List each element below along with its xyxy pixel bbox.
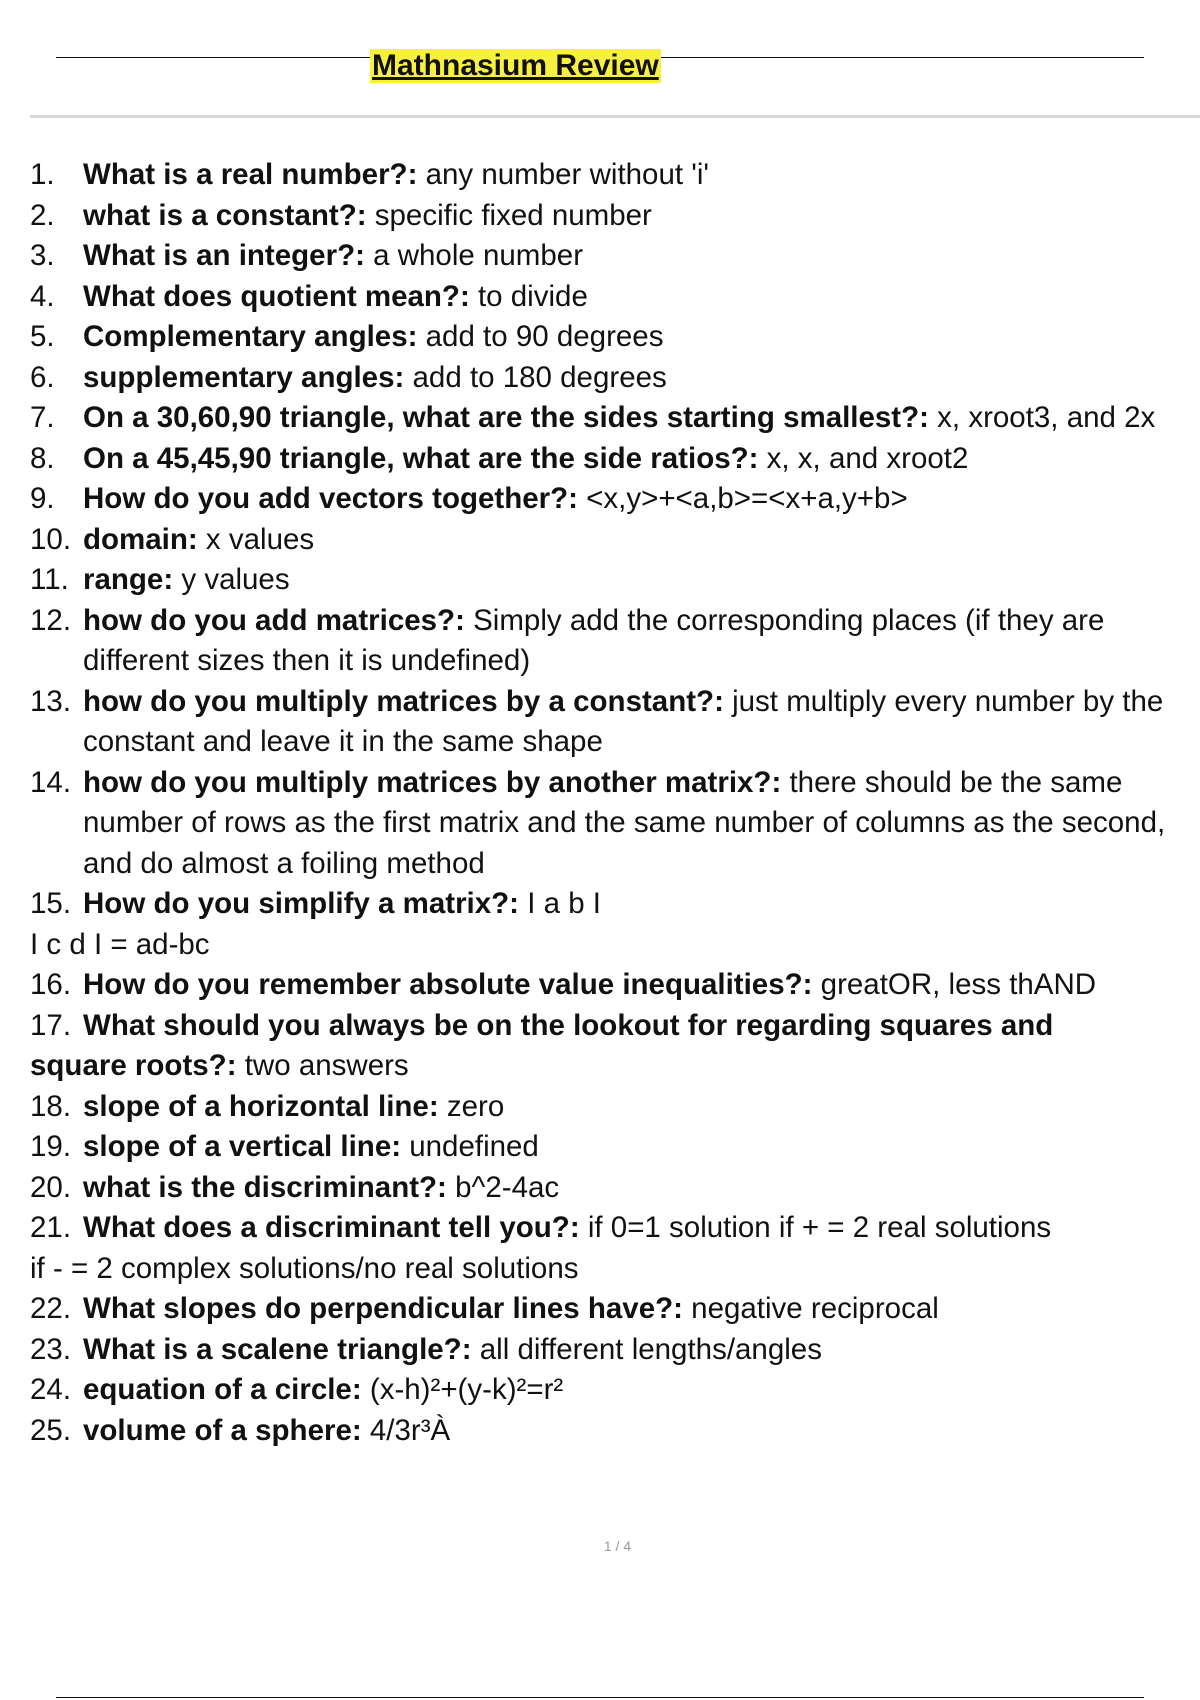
item-body — [83, 884, 1200, 925]
item-answer: x, xroot3, and 2x — [928, 401, 1156, 434]
item-answer: undefined — [401, 1130, 539, 1163]
item-body — [83, 1168, 1200, 1209]
item-body — [83, 965, 1200, 1006]
list-item — [30, 601, 1200, 682]
list-item — [30, 155, 1200, 196]
item-number: 7. — [30, 401, 55, 434]
item-term: How do you remember absolute value inequalities?: — [83, 968, 813, 1001]
item-answer: just multiply every number by the constant and leave it in the same shape — [83, 684, 1164, 758]
item-number: 13. — [30, 684, 72, 718]
item-number: 20. — [30, 1170, 72, 1204]
item-number: 12. — [30, 603, 72, 637]
item-number: 8. — [30, 441, 55, 475]
item-number: 16. — [30, 968, 72, 1001]
item-answer: a whole number — [364, 239, 584, 272]
item-number: 6. — [30, 360, 55, 394]
item-number: 18. — [30, 1089, 72, 1123]
list-item — [30, 682, 1200, 763]
item-term: domain: — [83, 522, 198, 556]
item-number: 25. — [30, 1413, 72, 1447]
item-number: 9. — [30, 482, 55, 515]
item-body — [83, 682, 1200, 763]
item-body — [83, 358, 1200, 399]
item-body — [83, 520, 1200, 561]
item-term: what is a constant?: — [83, 198, 367, 232]
item-answer: negative reciprocal — [682, 1292, 939, 1325]
item-term: What should you always be on the lookout for regarding squares and — [83, 1008, 1054, 1042]
item-term: how do you multiply matrices by another matrix?: — [83, 765, 782, 799]
item-continuation-text: if - = 2 complex solutions/no real solutions — [30, 1251, 579, 1285]
list-item — [30, 1087, 1200, 1128]
list-item — [30, 479, 1200, 520]
item-term: slope of a vertical line: — [83, 1130, 402, 1163]
item-answer: x values — [197, 522, 315, 556]
document-title: Mathnasium Review — [372, 49, 659, 82]
item-answer: I a b I — [519, 887, 602, 920]
item-body — [83, 601, 1200, 682]
item-number: 23. — [30, 1332, 72, 1366]
item-continuation-text: I c d I = ad-bc — [30, 927, 210, 961]
item-number: 3. — [30, 239, 55, 272]
list-item — [30, 1127, 1200, 1168]
item-continuation — [30, 925, 1200, 966]
item-continuation-text: two answers — [236, 1049, 409, 1082]
item-continuation — [30, 1046, 1200, 1087]
list-item — [30, 317, 1200, 358]
item-number: 2. — [30, 198, 55, 232]
item-answer: add to 90 degrees — [417, 320, 664, 353]
list-item — [30, 763, 1200, 885]
item-number: 1. — [30, 158, 55, 191]
item-term: On a 45,45,90 triangle, what are the side ratios?: — [83, 441, 759, 475]
item-answer: if 0=1 solution if + = 2 real solutions — [579, 1211, 1052, 1244]
item-term: how do you add matrices?: — [83, 603, 465, 637]
item-answer: to divide — [469, 279, 588, 313]
item-term: How do you simplify a matrix?: — [83, 887, 520, 920]
item-term: On a 30,60,90 triangle, what are the sides starting smallest?: — [83, 401, 929, 434]
item-continuation — [30, 1249, 1200, 1290]
review-list — [30, 155, 1200, 1451]
list-item — [30, 196, 1200, 237]
item-answer: (x-h)²+(y-k)²=r² — [361, 1373, 564, 1406]
item-term: range: — [83, 563, 174, 596]
bottom-rule — [56, 1697, 1144, 1698]
item-term: What does quotient mean?: — [83, 279, 470, 313]
item-answer: all different lengths/angles — [471, 1332, 822, 1366]
item-body — [83, 1289, 1200, 1330]
item-number: 17. — [30, 1008, 72, 1042]
item-answer: there should be the same number of rows as the first matrix and the same number of columns as the second, and do almost a foiling method — [83, 765, 1166, 880]
item-body — [83, 1330, 1200, 1371]
list-item — [30, 439, 1200, 480]
item-body — [83, 155, 1200, 196]
item-body — [83, 479, 1200, 520]
item-term: equation of a circle: — [83, 1373, 362, 1406]
list-item — [30, 236, 1200, 277]
list-item — [30, 1370, 1200, 1411]
item-answer: zero — [438, 1089, 505, 1123]
item-number: 22. — [30, 1292, 72, 1325]
list-item — [30, 1168, 1200, 1209]
item-term: How do you add vectors together?: — [83, 482, 578, 515]
item-number: 14. — [30, 765, 72, 799]
item-number: 21. — [30, 1211, 72, 1244]
item-body — [83, 1370, 1200, 1411]
item-answer: add to 180 degrees — [404, 360, 667, 394]
item-body — [83, 317, 1200, 358]
list-item — [30, 965, 1200, 1006]
item-number: 10. — [30, 522, 72, 556]
list-item — [30, 1208, 1200, 1249]
item-term: slope of a horizontal line: — [83, 1089, 439, 1123]
item-answer: y values — [173, 563, 290, 596]
page-indicator: 1 / 4 — [603, 1538, 632, 1554]
list-item — [30, 277, 1200, 318]
item-answer: <x,y>+<a,b>=<x+a,y+b> — [577, 482, 908, 515]
item-answer: x, x, and xroot2 — [758, 441, 969, 475]
item-body — [83, 398, 1200, 439]
list-item — [30, 560, 1200, 601]
item-body — [83, 1006, 1200, 1047]
list-item — [30, 884, 1200, 925]
item-body — [83, 560, 1200, 601]
item-term: how do you multiply matrices by a constant?: — [83, 684, 724, 718]
list-item — [30, 520, 1200, 561]
item-term: supplementary angles: — [83, 360, 405, 394]
item-term: What slopes do perpendicular lines have?: — [83, 1292, 683, 1325]
list-item — [30, 1289, 1200, 1330]
list-item — [30, 398, 1200, 439]
item-term: Complementary angles: — [83, 320, 418, 353]
item-body — [83, 439, 1200, 480]
item-continuation-term: square roots?: — [30, 1049, 237, 1082]
item-number: 4. — [30, 279, 55, 313]
item-term: What is an integer?: — [83, 239, 365, 272]
title-divider — [30, 115, 1200, 118]
item-body — [83, 1208, 1200, 1249]
item-number: 24. — [30, 1373, 72, 1406]
item-answer: specific fixed number — [366, 198, 652, 232]
item-answer: b^2-4ac — [446, 1170, 560, 1204]
item-number: 5. — [30, 320, 55, 353]
item-body — [83, 196, 1200, 237]
item-term: what is the discriminant?: — [83, 1170, 447, 1204]
item-number: 11. — [30, 563, 69, 596]
item-term: volume of a sphere: — [83, 1413, 362, 1447]
item-body — [83, 1127, 1200, 1168]
item-body — [83, 277, 1200, 318]
list-item — [30, 358, 1200, 399]
item-term: What does a discriminant tell you?: — [83, 1211, 580, 1244]
item-answer: 4/3r³À — [361, 1413, 451, 1447]
item-number: 19. — [30, 1130, 72, 1163]
list-item — [30, 1006, 1200, 1047]
item-answer: any number without 'i' — [417, 158, 710, 191]
item-body — [83, 763, 1200, 885]
item-term: What is a scalene triangle?: — [83, 1332, 472, 1366]
item-number: 15. — [30, 887, 72, 920]
item-term: What is a real number?: — [83, 158, 418, 191]
list-item — [30, 1411, 1200, 1452]
item-answer: Simply add the corresponding places (if they are different sizes then it is undefined) — [83, 603, 1105, 677]
list-item — [30, 1330, 1200, 1371]
item-body — [83, 1411, 1200, 1452]
item-body — [83, 1087, 1200, 1128]
item-body — [83, 236, 1200, 277]
item-answer: greatOR, less thAND — [812, 968, 1097, 1001]
